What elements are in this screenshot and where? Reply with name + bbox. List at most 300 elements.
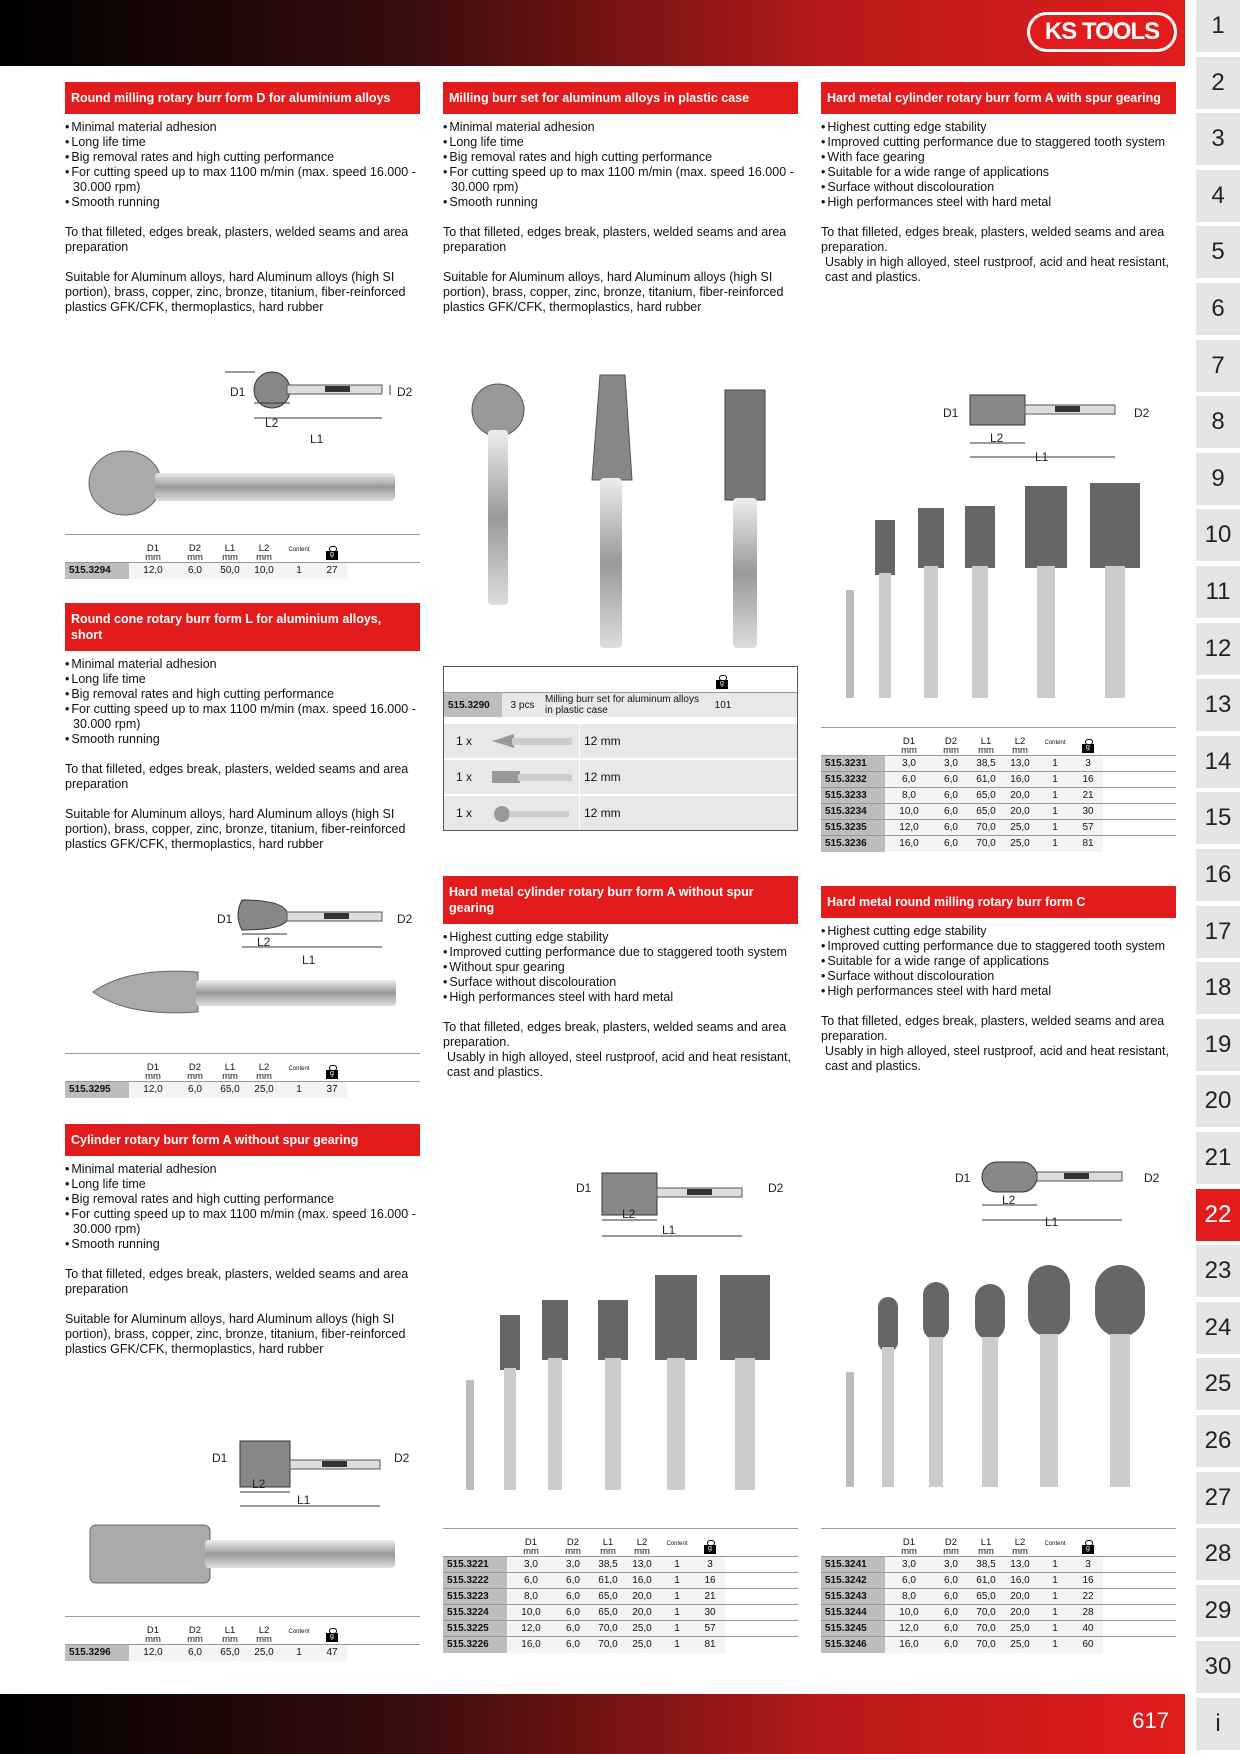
table-cell: 1 [281,1645,317,1661]
table-row [443,1605,798,1621]
table-cell: 27 [317,563,347,579]
table-cell-empty [725,1637,798,1653]
table-cell: 3,0 [885,1557,933,1573]
feature-item: • Smooth running [65,732,420,747]
pieces: 3 pcs [510,699,535,711]
chapter-tabs [1196,0,1240,1754]
table-cell: 21 [1073,788,1103,804]
table-cell: 1 [659,1557,695,1573]
header-label: L2 [636,1537,648,1548]
feature-item: • Big removal rates and high cutting performance [65,1192,420,1207]
feature-list [821,924,1176,999]
article-number: 515.3225 [443,1621,507,1637]
weight-icon [716,675,728,689]
spec-table [821,727,1176,852]
column-header-content: Content [1037,728,1073,756]
feature-item: • Suitable for a wide range of applications [821,165,1176,180]
spec-table [65,1053,420,1098]
table-cell: 6,0 [507,1573,555,1589]
table-cell: 6,0 [933,1637,969,1653]
chapter-tab-19[interactable]: 19 [1196,1019,1240,1071]
table-cell: 12,0 [885,820,933,836]
header-label: D2 [188,543,202,554]
table-cell-empty [1103,1637,1176,1653]
article-number: 515.3290 [444,693,502,717]
feature-item: • For cutting speed up to max 1100 m/min (max. speed 16.000 - 30.000 rpm) [65,1207,420,1237]
weight-icon [326,1628,338,1642]
dim-d2: D2 [397,912,413,926]
table-cell: 12,0 [885,1621,933,1637]
column-header-l2 [247,535,281,563]
table-cell: 65,0 [591,1605,625,1621]
section-hm-round-c [821,886,1176,1074]
column-header-empty [65,1617,129,1645]
dim-d1: D1 [576,1181,592,1195]
weight-icon [704,1540,716,1554]
chapter-tab-i[interactable]: i [1196,1698,1240,1750]
table-cell: 16,0 [625,1573,659,1589]
column-header-l2 [1003,728,1037,756]
header-label: D1 [146,1062,160,1073]
table-cell: 70,0 [969,820,1003,836]
header-label: D2 [188,1625,202,1636]
article-number: 515.3236 [821,836,885,852]
chapter-tab-27[interactable]: 27 [1196,1472,1240,1524]
table-cell: 3 [695,1557,725,1573]
table-cell: 16,0 [507,1637,555,1653]
table-cell: 25,0 [1003,1637,1037,1653]
set-table-header [444,667,797,693]
table-cell: 6,0 [885,772,933,788]
table-cell: 65,0 [969,804,1003,820]
table-row [821,820,1176,836]
product-name: Milling burr set for aluminum alloys in plastic case [545,694,699,716]
item-thumbnail [484,726,579,756]
table-cell: 50,0 [213,563,247,579]
table-cell: 65,0 [969,788,1003,804]
table-cell: 6,0 [933,820,969,836]
table-cell: 1 [1037,820,1073,836]
chapter-tab-8[interactable]: 8 [1196,396,1240,448]
chapter-tab-17[interactable]: 17 [1196,906,1240,958]
feature-item: • Minimal material adhesion [443,120,798,135]
dim-d1: D1 [230,385,246,399]
table-cell: 61,0 [591,1573,625,1589]
table-row [443,1557,798,1573]
table-row [821,1605,1176,1621]
table-cell-empty [1103,772,1176,788]
item-size: 12 mm [579,796,779,830]
section-cyl-a-alu [65,1124,420,1357]
table-cell: 6,0 [555,1589,591,1605]
column-header-weight [695,1529,725,1557]
column-header-weight [1073,728,1103,756]
table-cell: 3,0 [933,1557,969,1573]
table-cell: 25,0 [1003,836,1037,852]
article-number: 515.3295 [65,1082,129,1098]
chapter-tab-9[interactable]: 9 [1196,453,1240,505]
table-cell-empty [347,1645,420,1661]
table-cell-empty [1103,788,1176,804]
table-cell: 57 [695,1621,725,1637]
feature-item: • Minimal material adhesion [65,1162,420,1177]
chapter-tab-26[interactable]: 26 [1196,1415,1240,1467]
table-cell-empty [1103,1621,1176,1637]
feature-item: • Improved cutting performance due to staggered tooth system [821,135,1176,150]
table-cell-empty [725,1573,798,1589]
feature-item: • Big removal rates and high cutting performance [65,150,420,165]
chapter-tab-10[interactable]: 10 [1196,509,1240,561]
column-header-empty [347,1054,420,1082]
column-header-d2 [177,1054,213,1082]
chapter-tab-29[interactable]: 29 [1196,1585,1240,1637]
table-cell-empty [725,1557,798,1573]
spec-table [65,1616,420,1661]
spec-table [65,534,420,579]
table-cell: 70,0 [969,1605,1003,1621]
description: Usably in high alloyed, steel rustproof, acid and heat resistant, cast and plastics. [825,255,1169,284]
column-header-content: Content [281,1054,317,1082]
table-cell: 3,0 [885,756,933,772]
table-row [65,1645,420,1661]
chapter-tab-20[interactable]: 20 [1196,1075,1240,1127]
feature-item: • Long life time [65,672,420,687]
description: To that filleted, edges break, plasters, welded seams and area preparation. [821,225,1165,254]
feature-item: • Suitable for a wide range of applications [821,954,1176,969]
table-cell: 1 [1037,756,1073,772]
dimension-diagram [572,1168,792,1263]
column-header-d1 [129,535,177,563]
column-header-empty [65,535,129,563]
header-unit: mm [600,1546,616,1557]
table-cell: 3,0 [507,1557,555,1573]
feature-item: • For cutting speed up to max 1100 m/min (max. speed 16.000 - 30.000 rpm) [65,165,420,195]
item-quantity: 1 x [455,734,472,748]
table-cell: 6,0 [177,1082,213,1098]
spec-table [821,1528,1176,1653]
table-row [443,1637,798,1653]
table-cell: 1 [1037,1573,1073,1589]
column-header-l2 [1003,1529,1037,1557]
chapter-tab-12[interactable]: 12 [1196,623,1240,675]
header-label: L1 [980,1537,992,1548]
table-cell: 70,0 [969,1637,1003,1653]
section-title: Round milling rotary burr form D for aluminium alloys [65,82,420,114]
column-header-l1 [213,535,247,563]
column-header-empty [347,1617,420,1645]
chapter-tab-15[interactable]: 15 [1196,792,1240,844]
table-cell-empty [1103,1573,1176,1589]
product-photo [85,1520,405,1590]
chapter-tab-5[interactable]: 5 [1196,226,1240,278]
chapter-tab-11[interactable]: 11 [1196,566,1240,618]
header-label: D2 [188,1062,202,1073]
feature-list [443,930,798,1005]
article-number: 515.3226 [443,1637,507,1653]
dim-l1: L1 [662,1223,676,1237]
table-cell: 6,0 [555,1637,591,1653]
dimension-diagram [225,355,425,445]
table-cell: 25,0 [1003,820,1037,836]
table-cell: 13,0 [1003,1557,1037,1573]
column-header-l1 [969,1529,1003,1557]
description: Usably in high alloyed, steel rustproof, acid and heat resistant, cast and plastics. [825,1044,1169,1073]
table-cell: 8,0 [885,788,933,804]
article-number: 515.3242 [821,1573,885,1589]
header-unit: mm [222,1071,238,1082]
chapter-tab-18[interactable]: 18 [1196,962,1240,1014]
dimension-diagram [952,1150,1172,1235]
feature-item: • Big removal rates and high cutting performance [65,687,420,702]
chapter-tab-7[interactable]: 7 [1196,340,1240,392]
table-cell: 70,0 [969,836,1003,852]
header-label: D2 [944,1537,958,1548]
article-number: 515.3232 [821,772,885,788]
column-header-d2 [177,535,213,563]
table-cell: 1 [1037,1589,1073,1605]
article-number: 515.3221 [443,1557,507,1573]
logo-text: KS TOOLS [1044,18,1160,45]
spec-table [443,1528,798,1653]
section-title: Cylinder rotary burr form A without spur gearing [65,1124,420,1156]
table-cell: 3,0 [933,756,969,772]
table-row [821,836,1176,852]
header-unit: mm [256,552,272,563]
table-cell: 65,0 [969,1589,1003,1605]
table-cell: 61,0 [969,772,1003,788]
chapter-tab-14[interactable]: 14 [1196,736,1240,788]
header-label: L2 [258,1062,270,1073]
table-row [443,1589,798,1605]
dimension-diagram [940,385,1160,470]
column-header-empty [1103,728,1176,756]
column-header-content: Content [1037,1529,1073,1557]
column-header-d2 [933,728,969,756]
dim-l2: L2 [265,416,279,430]
item-thumbnail [484,762,579,792]
article-number: 515.3223 [443,1589,507,1605]
feature-item: • Highest cutting edge stability [821,924,1176,939]
table-cell: 3 [1073,1557,1103,1573]
column-header-d2 [177,1617,213,1645]
feature-item: • Long life time [65,135,420,150]
column-header-l2 [247,1617,281,1645]
header-label: D1 [902,736,916,747]
table-cell: 1 [281,563,317,579]
feature-item: • High performances steel with hard metal [443,990,798,1005]
chapter-tab-21[interactable]: 21 [1196,1132,1240,1184]
column-header-l1 [591,1529,625,1557]
product-photo [460,1270,800,1500]
table-cell: 6,0 [933,1605,969,1621]
header-unit: mm [222,552,238,563]
header-unit: mm [145,1634,161,1645]
page-header [0,0,1185,66]
weight-icon [326,546,338,560]
description: To that filleted, edges break, plasters, welded seams and area preparation [65,225,409,254]
item-quantity: 1 x [455,806,472,820]
set-item [444,758,797,794]
table-cell-empty [725,1605,798,1621]
column-header-d2 [933,1529,969,1557]
column-header-empty [725,1529,798,1557]
feature-item: • Big removal rates and high cutting performance [443,150,798,165]
section-title: Hard metal round milling rotary burr form C [821,886,1176,918]
table-cell: 25,0 [625,1637,659,1653]
chapter-tab-2[interactable]: 2 [1196,57,1240,109]
table-cell: 38,5 [969,756,1003,772]
header-unit: mm [187,1634,203,1645]
table-cell: 1 [1037,1605,1073,1621]
table-cell: 6,0 [933,836,969,852]
table-row [821,1573,1176,1589]
table-cell: 6,0 [177,563,213,579]
table-header-row [821,1529,1176,1557]
table-cell: 65,0 [213,1082,247,1098]
table-cell: 20,0 [1003,804,1037,820]
column-header-content: Content [281,1617,317,1645]
table-cell: 37 [317,1082,347,1098]
column-header-l1 [213,1054,247,1082]
column-header-d1 [885,728,933,756]
table-header-row [443,1529,798,1557]
chapter-tab-16[interactable]: 16 [1196,849,1240,901]
table-cell-empty [1103,756,1176,772]
feature-list [65,657,420,747]
table-cell: 70,0 [591,1637,625,1653]
table-cell: 38,5 [969,1557,1003,1573]
weight-icon [326,1065,338,1079]
table-cell: 6,0 [177,1645,213,1661]
table-cell: 6,0 [555,1605,591,1621]
table-header-row [65,535,420,563]
header-unit: mm [187,552,203,563]
article-number: 515.3222 [443,1573,507,1589]
table-cell: 25,0 [1003,1621,1037,1637]
page-footer [0,1694,1185,1754]
table-row [821,788,1176,804]
table-cell: 70,0 [591,1621,625,1637]
section-title: Hard metal cylinder rotary burr form A without spur gearing [443,876,798,924]
table-row [65,1082,420,1098]
dim-l2: L2 [252,1477,266,1491]
item-quantity: 1 x [455,770,472,784]
table-cell: 21 [695,1589,725,1605]
chapter-tab-6[interactable]: 6 [1196,283,1240,335]
set-table [443,666,798,831]
header-label: L2 [1014,736,1026,747]
table-cell: 60 [1073,1637,1103,1653]
column-header-empty [65,1054,129,1082]
column-header-d1 [507,1529,555,1557]
chapter-tab-1[interactable]: 1 [1196,0,1240,52]
chapter-tab-28[interactable]: 28 [1196,1528,1240,1580]
table-row [821,1557,1176,1573]
table-cell: 25,0 [247,1082,281,1098]
dim-d1: D1 [212,1451,228,1465]
header-label: L1 [602,1537,614,1548]
weight-icon [1082,739,1094,753]
description: Suitable for Aluminum alloys, hard Aluminum alloys (high SI portion), brass, copper, zinc, bronze, titanium, fiber-reinforced plastics GFK/CFK, thermoplastics, hard rubber [65,1312,406,1356]
header-unit: mm [222,1634,238,1645]
chapter-tab-22[interactable]: 22 [1196,1189,1240,1241]
chapter-tab-25[interactable]: 25 [1196,1358,1240,1410]
table-cell: 6,0 [555,1573,591,1589]
table-cell: 16,0 [1003,1573,1037,1589]
product-photo [460,370,780,660]
description: To that filleted, edges break, plasters, welded seams and area preparation [65,1267,409,1296]
table-cell: 1 [659,1573,695,1589]
feature-item: • Minimal material adhesion [65,120,420,135]
table-cell-empty [1103,804,1176,820]
chapter-tab-23[interactable]: 23 [1196,1245,1240,1297]
dim-d2: D2 [394,1451,410,1465]
feature-list [65,120,420,210]
table-cell: 1 [281,1082,317,1098]
table-cell: 16 [695,1573,725,1589]
weight-icon [1082,1540,1094,1554]
chapter-tab-4[interactable]: 4 [1196,170,1240,222]
article-number: 515.3233 [821,788,885,804]
section-title: Hard metal cylinder rotary burr form A with spur gearing [821,82,1176,114]
dim-l1: L1 [310,432,324,445]
feature-item: • Long life time [65,1177,420,1192]
table-cell: 12,0 [129,1082,177,1098]
table-cell: 1 [1037,772,1073,788]
feature-item: • Surface without discolouration [821,969,1176,984]
header-unit: mm [256,1071,272,1082]
table-cell: 3,0 [555,1557,591,1573]
column-header-l1 [969,728,1003,756]
header-unit: mm [523,1546,539,1557]
table-row [443,1621,798,1637]
header-label: L2 [1014,1537,1026,1548]
table-cell: 6,0 [933,1589,969,1605]
table-header-row [65,1054,420,1082]
column-header-weight [317,1054,347,1082]
feature-item: • Smooth running [65,195,420,210]
table-cell: 1 [659,1589,695,1605]
header-label: L2 [258,543,270,554]
header-unit: mm [901,745,917,756]
table-cell: 81 [1073,836,1103,852]
feature-item: • Improved cutting performance due to staggered tooth system [821,939,1176,954]
dim-d2: D2 [1134,406,1150,420]
table-cell: 1 [1037,1557,1073,1573]
article-number: 515.3296 [65,1645,129,1661]
dim-l1: L1 [302,953,316,967]
chapter-tab-30[interactable]: 30 [1196,1641,1240,1693]
feature-item: • For cutting speed up to max 1100 m/min (max. speed 16.000 - 30.000 rpm) [65,702,420,732]
feature-item: • Smooth running [443,195,798,210]
article-number: 515.3231 [821,756,885,772]
article-number: 515.3235 [821,820,885,836]
chapter-tab-24[interactable]: 24 [1196,1302,1240,1354]
table-row [821,1621,1176,1637]
feature-item: • With face gearing [821,150,1176,165]
chapter-tab-3[interactable]: 3 [1196,113,1240,165]
table-cell: 1 [659,1605,695,1621]
chapter-tab-13[interactable]: 13 [1196,679,1240,731]
table-cell: 25,0 [625,1621,659,1637]
table-cell: 1 [1037,836,1073,852]
table-cell: 1 [659,1621,695,1637]
table-cell: 6,0 [933,788,969,804]
table-cell: 20,0 [625,1589,659,1605]
header-unit: mm [943,745,959,756]
feature-item: • Highest cutting edge stability [821,120,1176,135]
table-cell: 6,0 [933,1621,969,1637]
